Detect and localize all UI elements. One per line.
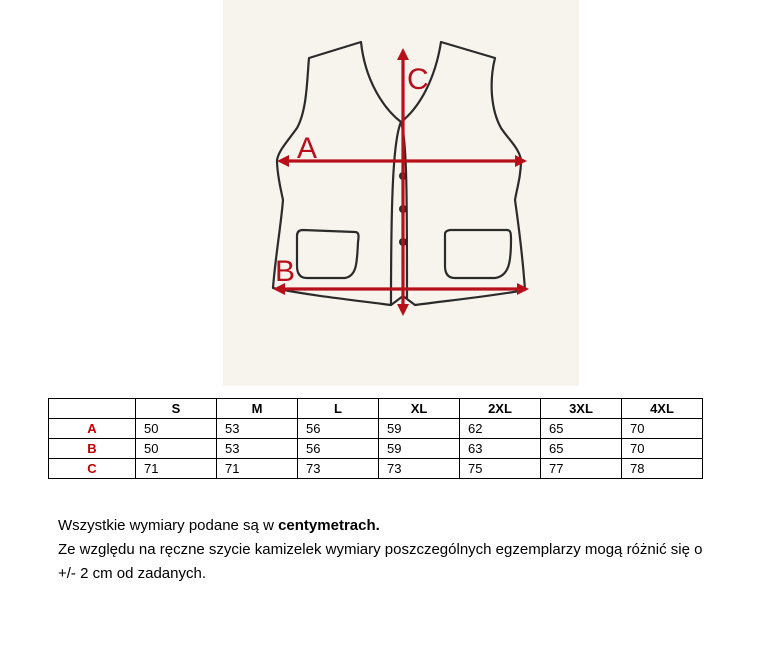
note-units bbox=[58, 514, 758, 538]
table-header-cell: L bbox=[298, 399, 379, 419]
left-pocket bbox=[297, 230, 359, 278]
table-cell: 56 bbox=[298, 419, 379, 439]
note-units-bold: centymetrach. bbox=[278, 517, 380, 534]
table-row bbox=[49, 419, 703, 439]
table-cell: 71 bbox=[136, 459, 217, 479]
table-row bbox=[49, 459, 703, 479]
table-header-cell: S bbox=[136, 399, 217, 419]
row-label-b: B bbox=[49, 439, 136, 459]
arrow-head-icon bbox=[517, 283, 529, 295]
table-cell: 50 bbox=[136, 439, 217, 459]
table-cell: 59 bbox=[379, 419, 460, 439]
size-notes bbox=[58, 514, 758, 586]
table-header-cell: 2XL bbox=[460, 399, 541, 419]
table-header-cell: M bbox=[217, 399, 298, 419]
table-cell: 71 bbox=[217, 459, 298, 479]
table-cell: 65 bbox=[541, 439, 622, 459]
size-table bbox=[48, 398, 703, 479]
table-cell: 70 bbox=[622, 439, 703, 459]
vest-outline bbox=[273, 42, 525, 305]
left-front-edge bbox=[391, 122, 401, 305]
vest-drawing bbox=[223, 0, 579, 386]
label-c: C bbox=[407, 63, 429, 96]
arrow-head-icon bbox=[397, 304, 409, 316]
table-cell: 50 bbox=[136, 419, 217, 439]
note-tolerance-line2: +/- 2 cm od zadanych. bbox=[58, 565, 206, 582]
right-pocket bbox=[445, 230, 511, 278]
table-header-cell: 4XL bbox=[622, 399, 703, 419]
table-cell: 75 bbox=[460, 459, 541, 479]
arrow-head-icon bbox=[397, 48, 409, 60]
row-label-c: C bbox=[49, 459, 136, 479]
label-a: A bbox=[297, 132, 318, 165]
table-row bbox=[49, 439, 703, 459]
table-header-cell bbox=[49, 399, 136, 419]
table-header-cell: XL bbox=[379, 399, 460, 419]
table-cell: 59 bbox=[379, 439, 460, 459]
vest-measurement-diagram bbox=[223, 0, 579, 386]
table-cell: 63 bbox=[460, 439, 541, 459]
table-cell: 56 bbox=[298, 439, 379, 459]
table-header-row bbox=[49, 399, 703, 419]
table-cell: 53 bbox=[217, 419, 298, 439]
note-units-text: Wszystkie wymiary podane są w bbox=[58, 517, 279, 534]
note-tolerance-line1: Ze względu na ręczne szycie kamizelek wymiary poszczególnych egzemplarzy mogą różnić się o bbox=[58, 541, 703, 558]
label-b: B bbox=[275, 255, 296, 288]
table-cell: 70 bbox=[622, 419, 703, 439]
table-cell: 73 bbox=[379, 459, 460, 479]
table-cell: 65 bbox=[541, 419, 622, 439]
table-cell: 73 bbox=[298, 459, 379, 479]
table-cell: 62 bbox=[460, 419, 541, 439]
table-cell: 53 bbox=[217, 439, 298, 459]
table-cell: 77 bbox=[541, 459, 622, 479]
row-label-a: A bbox=[49, 419, 136, 439]
table-cell: 78 bbox=[622, 459, 703, 479]
table-header-cell: 3XL bbox=[541, 399, 622, 419]
